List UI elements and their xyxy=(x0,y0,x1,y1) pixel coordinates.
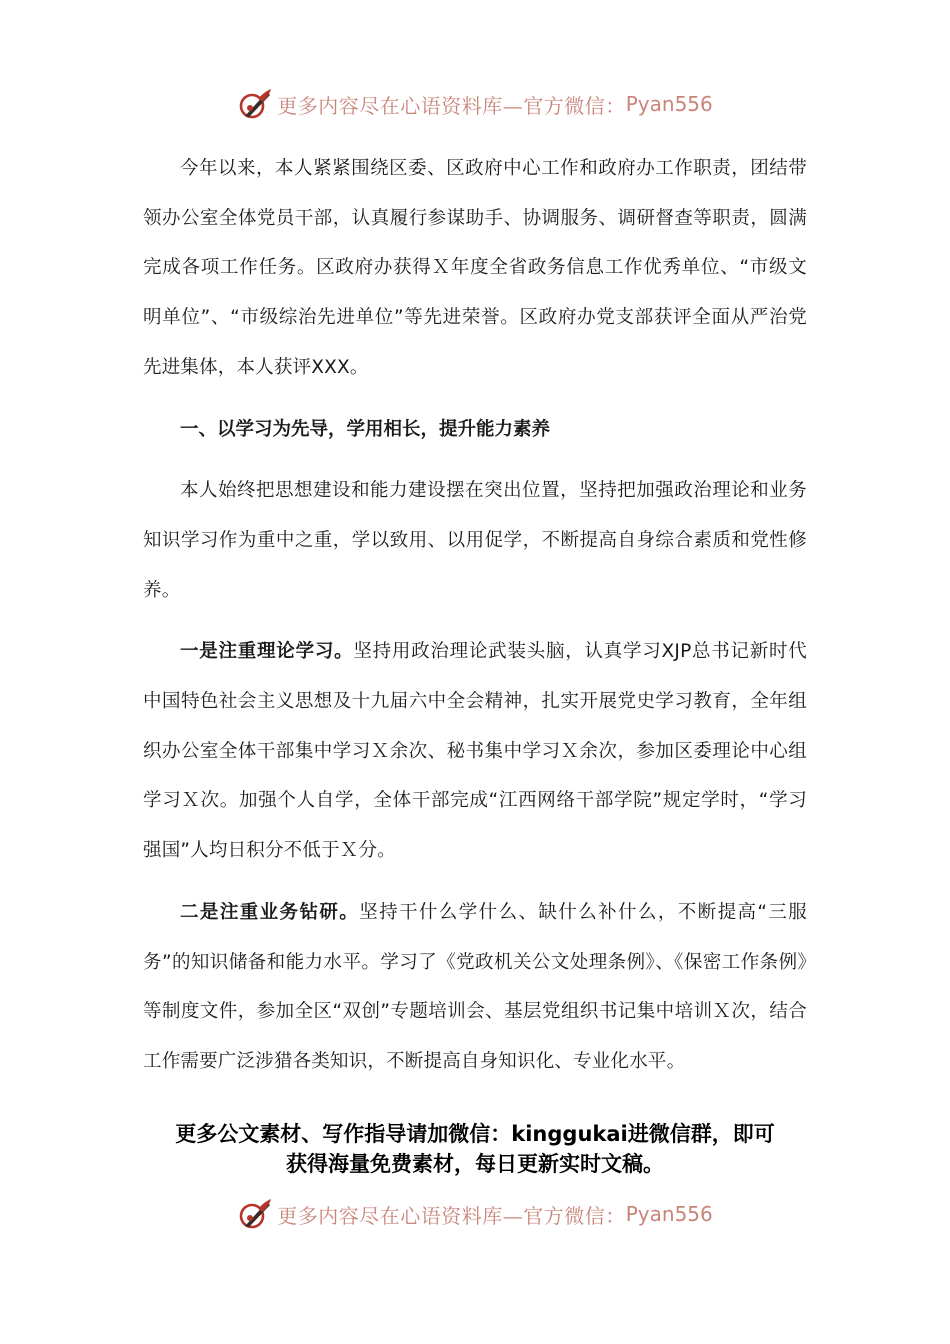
item-paragraph-business xyxy=(143,888,807,1087)
item-text-theory: 坚持用政治理论武装头脑，认真学习XJP总书记新时代中国特色社会主义思想及十九届六中全会精神，扎实开展党史学习教育，全年组织办公室全体干部集中学习Ｘ余次、秘书集中学习Ｘ余次，参加区委理论中心组学习Ｘ次。加强个人自学，全体干部完成“江西网络干部学院”规定学时，“学习强国”人均日积分不低于Ｘ分。 xyxy=(143,641,807,862)
item-text-business: 坚持干什么学什么、缺什么补什么，不断提高“三服务”的知识储备和能力水平。学习了《党政机关公文处理条例》、《保密工作条例》等制度文件，参加全区“双创”专题培训会、基层党组织书记集中培训Ｘ次，结合工作需要广泛涉猎各类知识，不断提高自身知识化、专业化水平。 xyxy=(143,901,808,1072)
quill-pen-logo-icon xyxy=(237,1196,273,1232)
promo-line-1: 更多公文素材、写作指导请加微信：kinggukai进微信群，即可 xyxy=(175,1122,775,1146)
promo-line-2: 获得海量免费素材，每日更新实时文稿。 xyxy=(286,1152,664,1176)
document-body xyxy=(143,144,807,1087)
watermark-banner-top xyxy=(0,84,950,124)
watermark-text: 更多内容尽在心语资料库—官方微信： xyxy=(277,1203,626,1228)
promo-notice xyxy=(120,1119,830,1179)
quill-pen-logo-icon xyxy=(237,86,273,122)
item-lead-theory: 一是注重理论学习。 xyxy=(180,641,354,663)
watermark-text: 更多内容尽在心语资料库—官方微信： xyxy=(277,93,626,118)
intro-paragraph: 今年以来，本人紧紧围绕区委、区政府中心工作和政府办工作职责，团结带领办公室全体党员干部，认真履行参谋助手、协调服务、调研督查等职责，圆满完成各项工作任务。区政府办获得Ｘ年度全省政务信息工作优秀单位、“市级文明单位”、“市级综治先进单位”等先进荣誉。区政府办党支部获评全面从严治党先进集体，本人获评XXX。 xyxy=(143,158,807,378)
item-paragraph-theory xyxy=(143,627,807,876)
item-lead-business: 二是注重业务钻研。 xyxy=(180,901,360,923)
section-summary-paragraph: 本人始终把思想建设和能力建设摆在突出位置，坚持把加强政治理论和业务知识学习作为重中之重，学以致用、以用促学，不断提高自身综合素质和党性修养。 xyxy=(143,480,807,601)
watermark-wechat-id: Pyan556 xyxy=(625,92,713,116)
section-heading: 一、以学习为先导，学用相长，提升能力素养 xyxy=(180,418,551,440)
watermark-banner-bottom xyxy=(0,1194,950,1234)
watermark-wechat-id: Pyan556 xyxy=(625,1202,713,1226)
